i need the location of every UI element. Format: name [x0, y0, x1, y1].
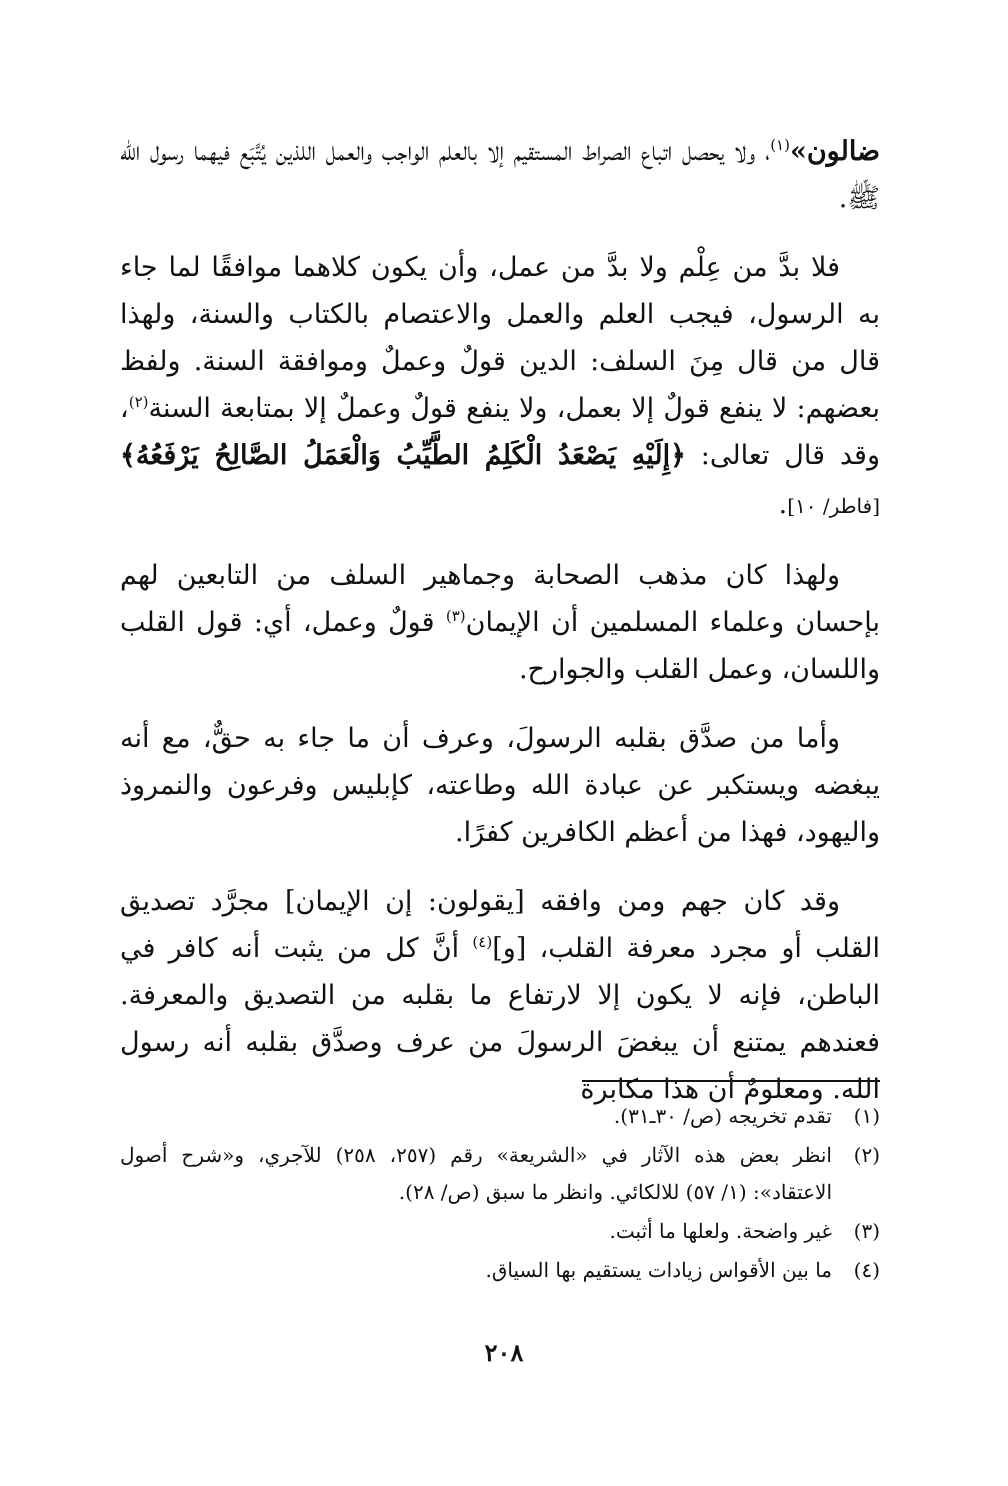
paragraph-4-text: وأما من صدَّق بقلبه الرسولَ، وعرف أن ما جاء به حقٌّ، مع أنه يبغضه ويستكبر عن عبادة الله وطاعته، كإبليس وفرعون والنمروذ واليهود، فهذا من أعظم الكافرين كفرًا.: [120, 723, 880, 848]
footnote-marker-4[interactable]: (٤): [472, 933, 493, 951]
quran-verse: ﴿إِلَيْهِ يَصْعَدُ الْكَلِمُ الطَّيِّبُ وَالْعَمَلُ الصَّالِحُ يَرْفَعُهُ﴾: [120, 440, 686, 471]
footnote-marker-1[interactable]: (١): [770, 136, 790, 154]
paragraph-3-text-b: قولٌ وعمل، أي: قول القلب واللسان، وعمل القلب والجوارح.: [120, 607, 880, 685]
paragraph-2-end: .: [778, 489, 788, 520]
footnote-number: (٣): [853, 1219, 880, 1243]
paragraph-4: [120, 715, 880, 856]
paragraph-1: [120, 128, 880, 222]
main-text: [120, 128, 880, 1135]
footnote-text: ما بين الأقواس زيادات يستقيم بها السياق.: [485, 1258, 832, 1282]
footnote-item: [120, 1137, 880, 1211]
footnote-number: (١): [853, 1104, 880, 1128]
footnote-text: تقدم تخريجه (ص/ ٣٠ـ٣١).: [613, 1104, 832, 1128]
footnote-text: انظر بعض هذه الآثار في «الشريعة» رقم (٢٥٧، ٢٥٨) للآجري، و«شرح أصول الاعتقاد»: (١/ ٥٧) للالكائي. وانظر ما سبق (ص/ ٢٨).: [120, 1143, 832, 1204]
verse-reference: [فاطر/ ١٠]: [787, 494, 880, 518]
footnote-marker-2[interactable]: (٢): [128, 393, 149, 411]
paragraph-5-text-a: وقد كان جهم ومن وافقه [يقولون: إن الإيمان] مجرَّد تصديق القلب أو مجرد معرفة القلب، [و]: [120, 886, 880, 964]
footnote-divider: [582, 1080, 880, 1082]
quote-end-word: ضالون»: [789, 136, 880, 167]
footnotes: [120, 1098, 880, 1291]
footnote-item: [120, 1213, 880, 1250]
paragraph-1-text: ، ولا يحصل اتباع الصراط المستقيم إلا بالعلم الواجب والعمل اللذين يُتَّبَع فيهما رسول الله ﷺ.: [120, 136, 880, 214]
page-number: ٢٠٨: [484, 1338, 524, 1367]
paragraph-3-text-a: ولهذا كان مذهب الصحابة وجماهير السلف من التابعين لهم بإحسان وعلماء المسلمين أن الإيمان: [120, 560, 880, 638]
paragraph-2-text-b: ، وقد قال تعالى:: [120, 393, 880, 471]
footnote-text: غير واضحة. ولعلها ما أثبت.: [609, 1219, 832, 1243]
footnote-number: (٤): [853, 1258, 880, 1282]
footnote-item: [120, 1252, 880, 1289]
paragraph-3: [120, 552, 880, 693]
paragraph-2: [120, 244, 880, 530]
paragraph-5: [120, 878, 880, 1113]
paragraph-2-text-a: فلا بدَّ من عِلْم ولا بدَّ من عمل، وأن يكون كلاهما موافقًا لما جاء به الرسول، فيجب العلم والعمل والاعتصام بالكتاب والسنة، ولهذا قال من قال مِنَ السلف: الدين قولٌ وعملٌ وموافقة السنة. ولفظ بعضهم: لا ينفع قولٌ إلا بعمل، ولا ينفع قولٌ وعملٌ إلا بمتابعة السنة: [120, 252, 880, 424]
footnote-item: [120, 1098, 880, 1135]
footnote-marker-3[interactable]: (٣): [445, 607, 466, 625]
footnote-number: (٢): [853, 1143, 880, 1167]
paragraph-5-text-b: أنَّ كل من يثبت أنه كافر في الباطن، فإنه لا يكون إلا لارتفاع ما بقلبه من التصديق والمعرفة. فعندهم يمتنع أن يبغضَ الرسولَ من عرف وصدَّق بقلبه أنه رسول الله. ومعلومٌ أن هذا مكابرة: [120, 933, 880, 1105]
